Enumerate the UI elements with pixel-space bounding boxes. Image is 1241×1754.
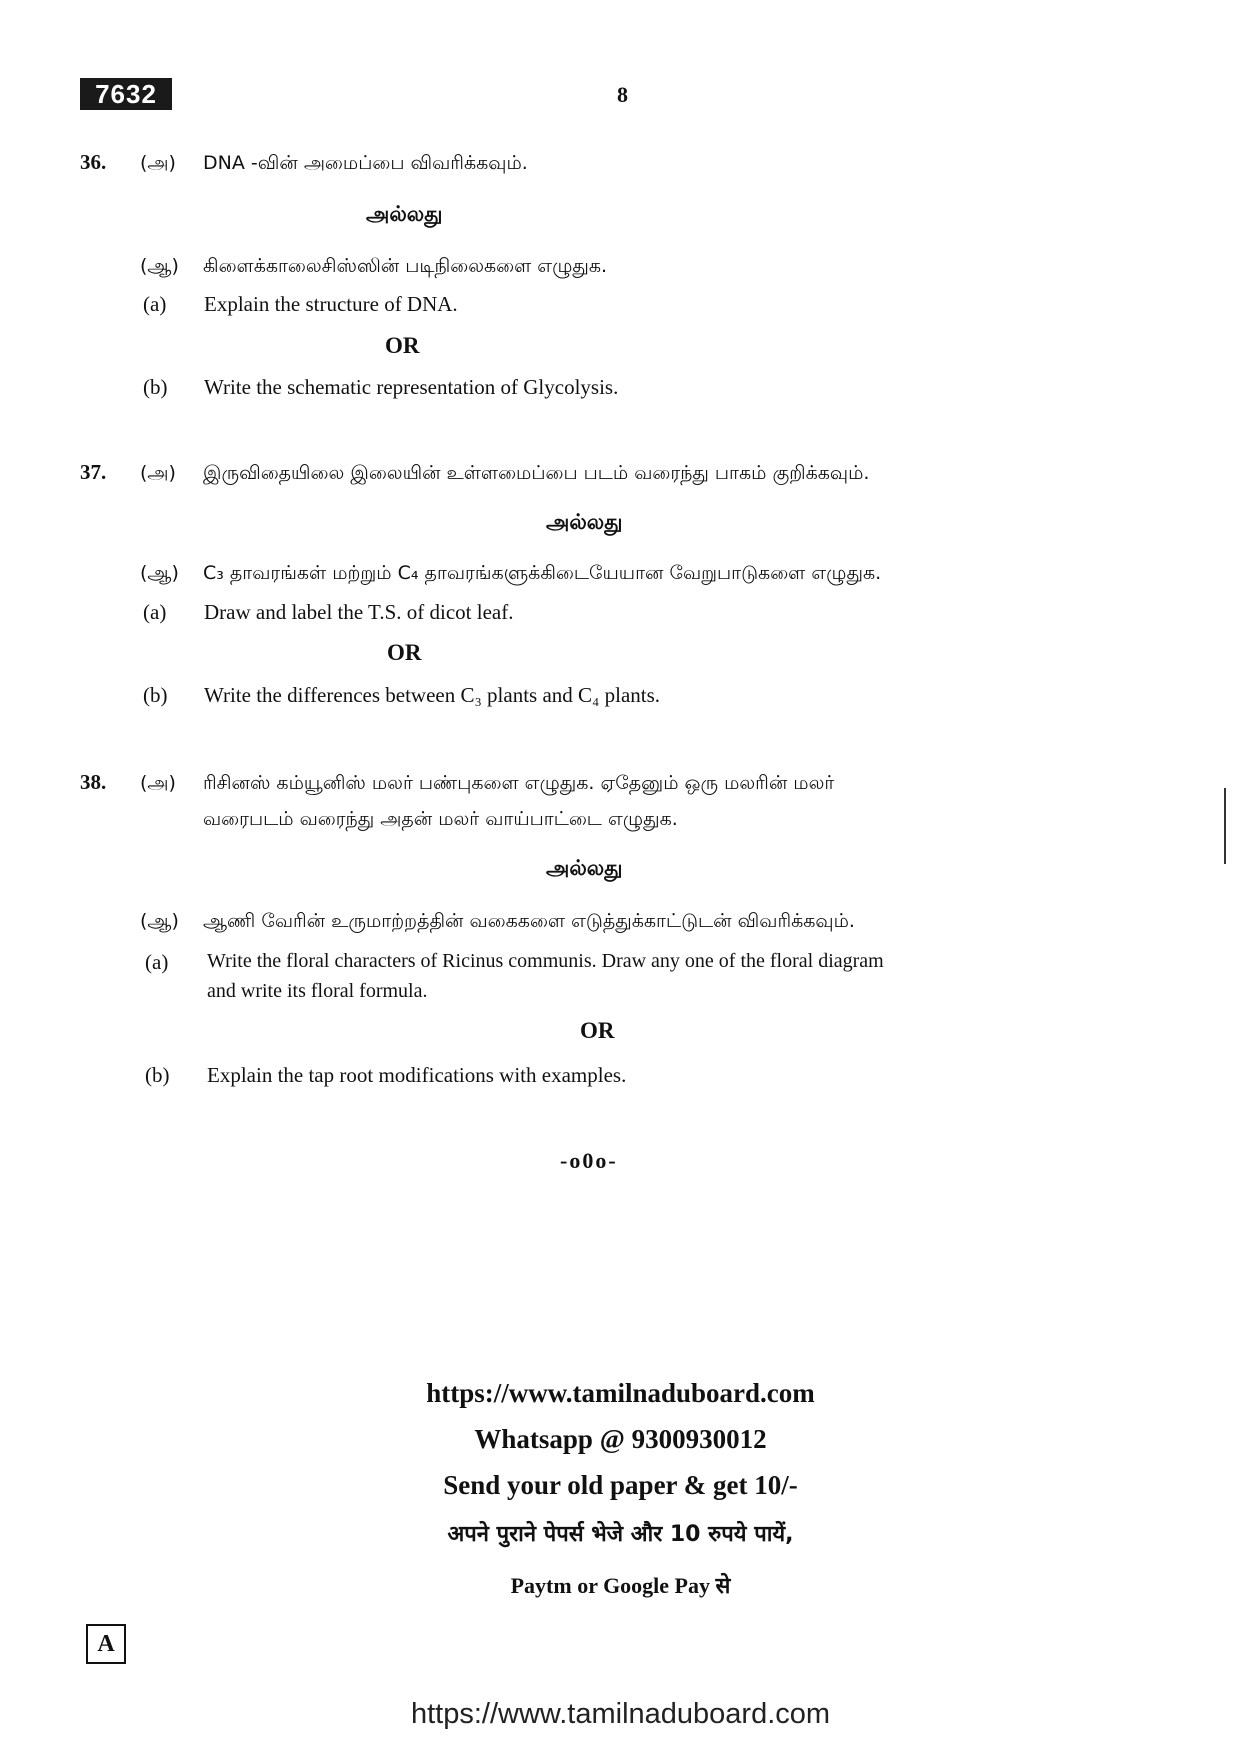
english-option-b: Explain the tap root modifications with examples.	[207, 1063, 627, 1087]
page-number: 8	[617, 82, 628, 107]
tamil-or: அல்லது	[546, 510, 623, 534]
margin-mark	[1224, 788, 1226, 864]
promo-hindi: अपने पुराने पेपर्स भेजे और 10 रुपये पायें,	[447, 1522, 794, 1547]
question-number: 36.	[80, 150, 107, 174]
english-option-b-label: (b)	[143, 375, 168, 399]
english-option-a-label: (a)	[143, 292, 167, 316]
tamil-or: அல்லது	[366, 202, 443, 226]
promo-offer: Send your old paper & get 10/-	[443, 1470, 798, 1500]
tamil-option-a: இருவிதையிலை இலையின் உள்ளமைப்பை படம் வரைந்து பாகம் குறிக்கவும்.	[203, 462, 870, 484]
end-mark: -o0o-	[560, 1148, 618, 1173]
english-option-b-label: (b)	[143, 683, 168, 707]
or-separator: OR	[387, 640, 422, 665]
english-option-b: Write the differences between C₃ plants and C₄ plants.	[204, 683, 661, 707]
english-option-a-line-2: and write its floral formula.	[207, 980, 428, 1002]
tamil-option-a-line-1: ரிசினஸ் கம்யூனிஸ் மலர் பண்புகளை எழுதுக. ஏதேனும் ஒரு மலரின் மலர்	[203, 772, 835, 794]
or-separator: OR	[580, 1018, 615, 1043]
english-option-a: Explain the structure of DNA.	[204, 292, 458, 316]
tamil-option-a-label: (அ)	[140, 462, 176, 484]
tamil-option-b-label: (ஆ)	[140, 910, 179, 932]
tamil-option-b-label: (ஆ)	[140, 255, 179, 277]
english-option-b-label: (b)	[145, 1063, 170, 1087]
english-option-a-label: (a)	[143, 600, 167, 624]
or-separator: OR	[385, 333, 420, 358]
english-option-b: Write the schematic representation of Glycolysis.	[204, 375, 619, 399]
question-number: 37.	[80, 460, 107, 484]
tamil-option-b-label: (ஆ)	[140, 562, 179, 584]
promo-url: https://www.tamilnaduboard.com	[426, 1378, 815, 1408]
tamil-option-b: C₃ தாவரங்கள் மற்றும் C₄ தாவரங்களுக்கிடையேயான வேறுபாடுகளை எழுதுக.	[203, 562, 882, 584]
promo-whatsapp: Whatsapp @ 9300930012	[474, 1424, 767, 1454]
question-number: 38.	[80, 770, 107, 794]
tamil-option-a-label: (அ)	[140, 152, 176, 174]
tamil-option-a-line-2: வரைபடம் வரைந்து அதன் மலர் வாய்பாட்டை எழுதுக.	[203, 808, 678, 830]
english-option-a: Draw and label the T.S. of dicot leaf.	[204, 600, 514, 624]
tamil-option-a-label: (அ)	[140, 772, 176, 794]
tamil-option-a: DNA -வின் அமைப்பை விவரிக்கவும்.	[203, 152, 528, 174]
footer-url: https://www.tamilnaduboard.com	[410, 1698, 831, 1730]
english-option-a-line-1: Write the floral characters of Ricinus communis. Draw any one of the floral diagram	[207, 950, 884, 972]
tamil-option-b: கிளைக்காலைசிஸ்ஸின் படிநிலைகளை எழுதுக.	[203, 255, 608, 277]
english-option-a-label: (a)	[145, 950, 169, 974]
paper-code-badge: 7632	[80, 78, 172, 110]
tamil-or: அல்லது	[546, 856, 623, 880]
promo-payment: Paytm or Google Pay से	[510, 1573, 731, 1598]
tamil-option-b: ஆணி வேரின் உருமாற்றத்தின் வகைகளை எடுத்துக்காட்டுடன் விவரிக்கவும்.	[203, 910, 855, 932]
version-box: A	[86, 1624, 126, 1664]
